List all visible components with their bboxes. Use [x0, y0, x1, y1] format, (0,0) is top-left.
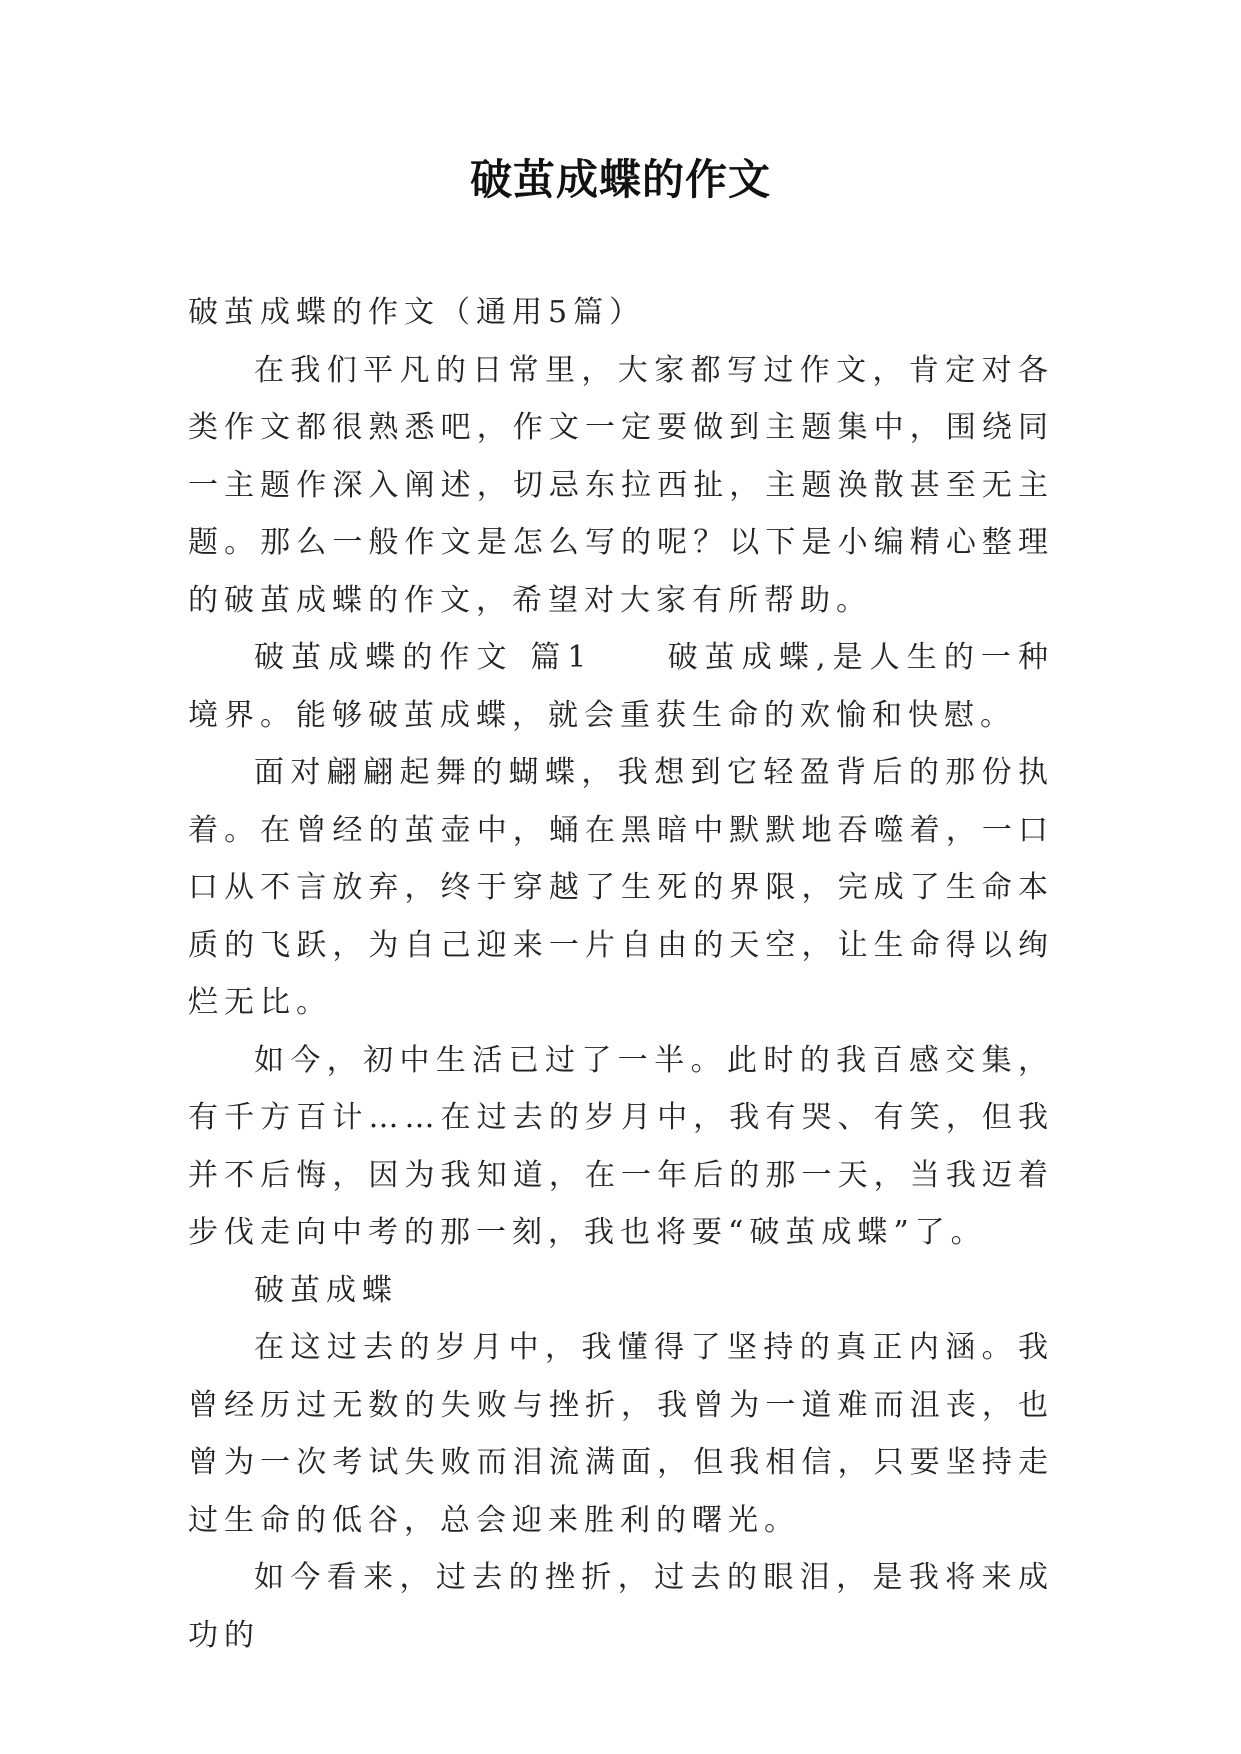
section-heading: 破茧成蝶: [254, 1272, 398, 1308]
paragraph-persistence: 在这过去的岁月中，我懂得了坚持的真正内涵。我曾经历过无数的失败与挫折，我曾为一道难而沮丧，也曾为一次考试失败而泪流满面，但我相信，只要坚持走过生命的低谷，总会迎来胜利的曙光。: [188, 1330, 1054, 1538]
paragraph-intro: 在我们平凡的日常里，大家都写过作文，肯定对各类作文都很熟悉吧，作文一定要做到主题集中，围绕同一主题作深入阐述，切忌东拉西扯，主题涣散甚至无主题。那么一般作文是怎么写的呢？以下是小编精心整理的破茧成蝶的作文，希望对大家有所帮助。: [188, 352, 1054, 618]
paragraph-essay-1-opening: 破茧成蝶的作文 篇1 破茧成蝶,是人生的一种境界。能够破茧成蝶，就会重获生命的欢愉和快慰。: [188, 640, 1054, 733]
paragraph-butterfly: 面对翩翩起舞的蝴蝶，我想到它轻盈背后的那份执着。在曾经的茧壶中，蛹在黑暗中默默地吞噬着，一口口从不言放弃，终于穿越了生死的界限，完成了生命本质的飞跃，为自己迎来一片自由的天空，让生命得以绚烂无比。: [188, 755, 1054, 1020]
document-subtitle: 破茧成蝶的作文（通用5篇）: [188, 295, 646, 330]
document-title: 破茧成蝶的作文: [469, 155, 771, 204]
paragraph-middle-school: 如今，初中生活已过了一半。此时的我百感交集，有千方百计……在过去的岁月中，我有哭、有笑，但我并不后悔，因为我知道，在一年后的那一天，当我迈着步伐走向中考的那一刻，我也将要“破茧成蝶”了。: [188, 1042, 1054, 1250]
paragraph-looking-back: 如今看来，过去的挫折，过去的眼泪，是我将来成功的: [188, 1560, 1054, 1653]
document-body: [188, 284, 1054, 1664]
